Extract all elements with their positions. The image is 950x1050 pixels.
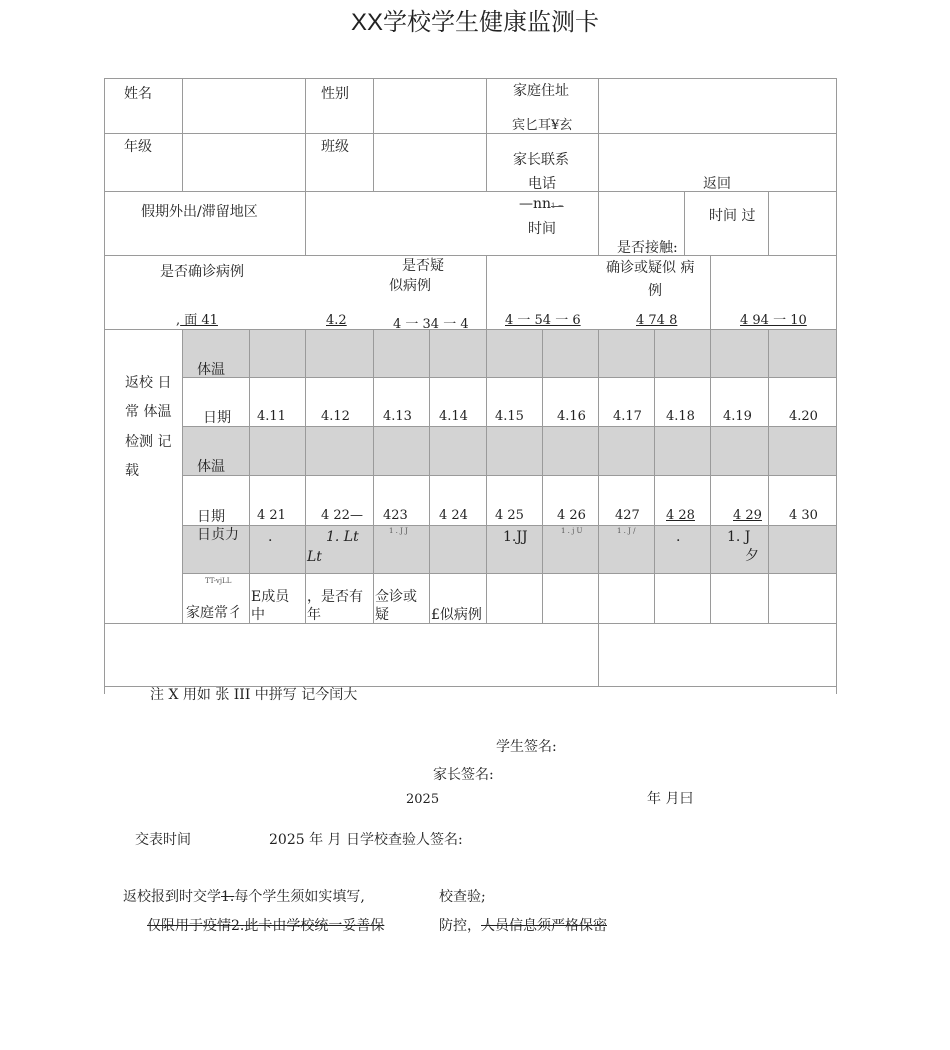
code-3: 4 一 34 一 4: [393, 317, 469, 332]
grade-field[interactable]: [184, 135, 303, 189]
date-cell: 4.16: [557, 409, 586, 424]
date-cell: 4 30: [789, 508, 818, 523]
code-1-value: 面 41: [180, 313, 218, 328]
date-cell: 4 22—: [321, 508, 363, 523]
return-label: 返回: [703, 176, 731, 192]
date-cell: 4.19: [723, 409, 752, 424]
garbled-text: Lt: [307, 549, 322, 565]
nn-mark-text: —nn: [519, 196, 552, 212]
note-2b: 2.: [231, 918, 245, 934]
cut-off-text: 注 X 用如 张 III 中拼写 记今闰大: [150, 687, 358, 703]
family-label: 家庭常彳: [186, 605, 242, 621]
section-label-1: 返校 日: [125, 375, 172, 391]
note-2a: 仅限用于疫情: [147, 918, 231, 934]
garbled-text: 夕: [745, 548, 759, 564]
code-5: 4 74 8: [636, 313, 678, 328]
note-line-1: [123, 888, 365, 906]
note-2d: 防控，: [439, 918, 481, 934]
address-garbled-text: 宾匕耳¥玄: [512, 118, 573, 133]
diag-label-2: 疑: [375, 607, 389, 623]
daily-force-label: 日贞力: [197, 527, 239, 543]
code-6: 4 94 一 10: [740, 313, 807, 328]
parent-phone-label-2: 电话: [528, 176, 556, 192]
school-check-label: 2025 年 月 日学校查验人签名:: [269, 832, 463, 848]
code-4: 4 一 54 一 6: [505, 313, 581, 328]
date-cell: 4 25: [495, 508, 524, 523]
address-label: 家庭住址: [513, 83, 569, 99]
date-cell: 4.11: [257, 409, 286, 424]
class-label: 班级: [321, 139, 349, 155]
date-label-2: 日期: [197, 509, 225, 525]
garbled-text: 1 . j U: [561, 527, 583, 535]
date-cell: 4.15: [495, 409, 524, 424]
note-2e: 人员信息须严格保密: [481, 918, 607, 934]
garbled-text: 1 . J J: [389, 527, 408, 535]
date-cell: 4.13: [383, 409, 412, 424]
date-cell: 4 26: [557, 508, 586, 523]
name-field[interactable]: [184, 80, 303, 132]
class-field[interactable]: [375, 135, 484, 189]
date-cell: 4.17: [613, 409, 642, 424]
code-2: 4.2: [326, 313, 347, 328]
travel-area-label: 假期外出/滞留地区: [141, 204, 258, 220]
page-title: [0, 2, 950, 37]
garbled-text: 1. Lt: [326, 529, 359, 545]
sign-date-label: 年 月曰: [647, 791, 694, 807]
whether-label-2: 年: [307, 607, 321, 623]
sign-year: 2025: [406, 792, 440, 807]
date-cell: 4.14: [439, 409, 468, 424]
address-field[interactable]: [600, 80, 834, 132]
date-cell: 4 28: [666, 508, 695, 523]
member-label-2: 中: [251, 607, 265, 623]
note-1a: 返校报到时交学: [123, 889, 221, 905]
whether-label-1: ，是否有: [307, 589, 363, 605]
date-cell: 4 24: [439, 508, 468, 523]
date-cell: 4 29: [733, 508, 762, 523]
name-label: 姓名: [124, 86, 152, 102]
student-sign-label: 学生签名:: [496, 739, 557, 755]
section-label-2: 常 体温: [125, 404, 172, 420]
code-1-prefix: ,: [176, 313, 181, 328]
suspected-label-2: 似病例: [389, 278, 431, 294]
section-label-4: 载: [125, 463, 139, 479]
note-1d: 校查验;: [439, 889, 486, 905]
gender-label: 性别: [321, 86, 349, 102]
cut-off-line: [104, 686, 837, 703]
time-label: 时间: [528, 221, 556, 237]
like-case-label: £似病例: [431, 607, 482, 623]
note-line-2: [147, 917, 384, 935]
confirmed-label: 是否确诊病例: [160, 264, 244, 280]
title-prefix: XX: [350, 9, 383, 36]
note-1c: 每个学生须如实填写,: [234, 889, 365, 905]
note-line-2-right: [439, 917, 607, 935]
nn-mark: [519, 195, 564, 215]
date-cell: 4 21: [257, 508, 286, 523]
date-cell: 4.18: [666, 409, 695, 424]
date-cell: 4.12: [321, 409, 350, 424]
garbled-text: .: [268, 529, 273, 545]
garbled-text: 1 . J /: [617, 527, 636, 535]
date-cell: 4.20: [789, 409, 818, 424]
temp-label-1: 体温: [197, 362, 225, 378]
nn-mark-tiny: 1 ~: [551, 202, 564, 210]
temp-row-2-shade: [182, 427, 837, 475]
temp-label-2: 体温: [197, 459, 225, 475]
tiny-mark: TT-vjLL: [205, 577, 232, 585]
date-label-1: 日期: [203, 410, 231, 426]
suspected-label-1: 是否疑: [402, 258, 444, 274]
note-1b: 1.: [221, 889, 235, 905]
note-2c: 此卡由学校统一妥善保: [244, 918, 385, 934]
time-over-label: 时间 过: [709, 208, 756, 224]
submit-time-label: 交表时间: [135, 832, 191, 848]
contact-label: 是否接触:: [617, 240, 678, 256]
gender-field[interactable]: [375, 80, 484, 132]
temp-row-1-shade: [182, 330, 837, 378]
date-cell: 423: [383, 508, 408, 523]
diag-label-1: 佥诊或: [375, 589, 417, 605]
garbled-text: 1. J: [727, 529, 751, 545]
date-cell: 427: [615, 508, 640, 523]
parent-phone-label-1: 家长联系: [513, 152, 569, 168]
parent-sign-label: 家长签名:: [433, 767, 494, 783]
section-label-3: 检测 记: [125, 434, 172, 450]
garbled-text: 1.JJ: [503, 529, 528, 545]
confirmed-or-suspected-label-2: 例: [648, 283, 662, 299]
confirmed-or-suspected-label-1: 确诊或疑似 病: [606, 260, 695, 276]
travel-area-field[interactable]: [307, 193, 484, 253]
code-1: [176, 312, 218, 330]
grade-label: 年级: [124, 139, 152, 155]
garbled-text: .: [676, 529, 681, 545]
member-label-1: E成员: [251, 589, 290, 605]
title-main: 学校学生健康监测卡: [383, 9, 599, 36]
